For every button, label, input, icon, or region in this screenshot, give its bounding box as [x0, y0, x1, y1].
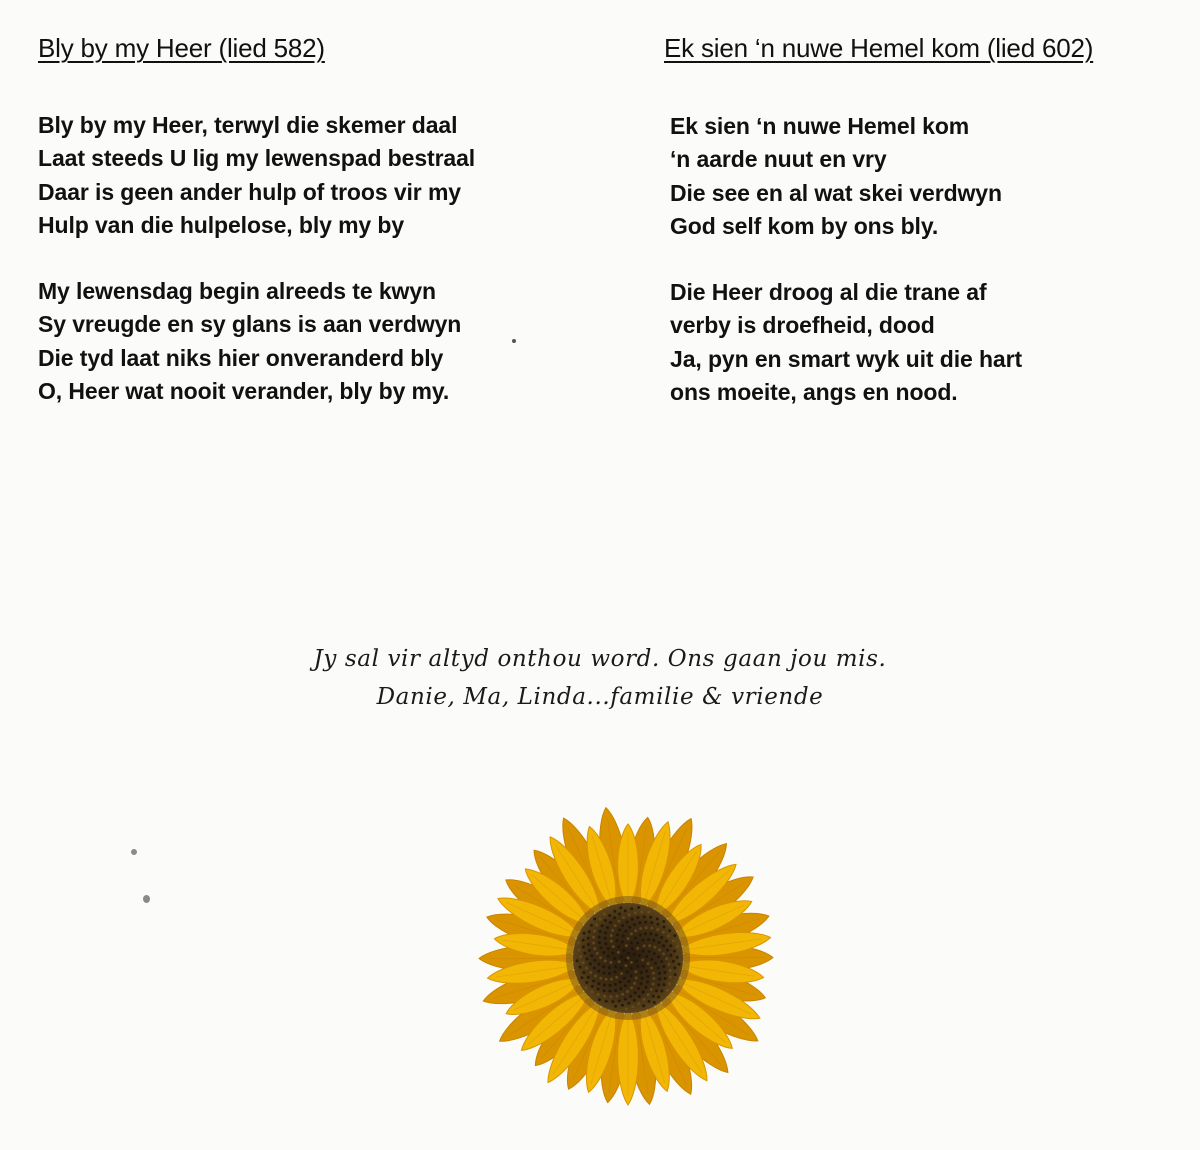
sunflower-seed [578, 948, 581, 951]
sunflower-seed [630, 907, 633, 910]
sunflower-seed [638, 995, 641, 998]
sunflower-seed [607, 947, 610, 950]
sunflower-seed [591, 985, 594, 988]
sunflower-seed [630, 967, 633, 970]
sunflower-seed [648, 950, 651, 953]
sunflower-seed [583, 932, 586, 935]
sunflower-seed [633, 953, 636, 956]
sunflower-seed [618, 928, 621, 931]
sunflower-seed [658, 972, 661, 975]
sunflower-seed [605, 1000, 608, 1003]
sunflower-seed [614, 1005, 617, 1008]
sunflower-seed [602, 971, 605, 974]
sunflower-seed [652, 972, 655, 975]
hymn-verse [670, 110, 1002, 243]
sunflower-seed [636, 941, 639, 944]
sunflower-seed [630, 932, 633, 935]
sunflower-seed [590, 954, 593, 957]
sunflower-seed [630, 986, 633, 989]
sunflower-seed [603, 912, 606, 915]
sunflower-seed [609, 984, 612, 987]
sunflower-seed [643, 944, 646, 947]
sunflower-seed [588, 930, 591, 933]
sunflower-seed [582, 939, 585, 942]
sunflower-seed [652, 983, 655, 986]
sunflower-seed [627, 952, 630, 955]
verse-line: Die tyd laat niks hier onveranderd bly [38, 344, 444, 371]
sunflower-seed [591, 990, 594, 993]
sunflower-seed [655, 989, 658, 992]
sunflower-seed [643, 915, 646, 918]
sunflower-seed [662, 925, 665, 928]
sunflower-seed [617, 945, 620, 948]
sunflower-seed [596, 952, 599, 955]
sunflower-seed [637, 906, 640, 909]
sunflower-seed [593, 967, 596, 970]
sunflower-seed [626, 920, 629, 923]
sunflower-seed [653, 952, 656, 955]
sunflower-seed [597, 988, 600, 991]
sunflower-seed [664, 977, 667, 980]
sunflower-seed [616, 994, 619, 997]
sunflower-seed [646, 975, 649, 978]
sunflower-seed [650, 958, 653, 961]
sunflower-seed [609, 995, 612, 998]
sunflower-seed [604, 919, 607, 922]
sunflower-seed [662, 944, 665, 947]
sunflower-seed [614, 924, 617, 927]
sunflower-seed [662, 920, 665, 923]
sunflower-seed [614, 965, 617, 968]
sunflower-seed [653, 946, 656, 949]
sunflower-seed [647, 911, 650, 914]
sunflower-seed [635, 977, 638, 980]
sunflower-seed [618, 960, 621, 963]
sunflower-seed [616, 939, 619, 942]
sunflower-seed [582, 961, 585, 964]
sunflower-seed [642, 1004, 645, 1007]
sunflower-seed [654, 962, 657, 965]
sunflower-seed [614, 989, 617, 992]
sunflower-seed [598, 941, 601, 944]
sunflower-seed [652, 977, 655, 980]
sunflower-seed [580, 976, 583, 979]
sunflower-seed [634, 929, 637, 932]
sunflower-seed [595, 924, 598, 927]
sunflower-seed [603, 989, 606, 992]
sunflower-seed [604, 937, 607, 940]
verse-line: Ek sien ‘n nuwe Hemel kom [670, 113, 970, 139]
sunflower-seed [669, 954, 672, 957]
sunflower-seed [610, 978, 613, 981]
sunflower-seed [585, 986, 588, 989]
sunflower-seed [599, 956, 602, 959]
sunflower-seed [610, 940, 613, 943]
sunflower-seed [641, 950, 644, 953]
sunflower-seed [593, 947, 596, 950]
sunflower-seed [623, 977, 626, 980]
sunflower-seed [672, 960, 675, 963]
sunflower-seed [666, 949, 669, 952]
sunflower-seed [676, 945, 679, 948]
sunflower-seed [604, 959, 607, 962]
sunflower-seed [639, 927, 642, 930]
sunflower-seed [631, 947, 634, 950]
sunflower-seed [639, 982, 642, 985]
sunflower-seed [597, 993, 600, 996]
sunflower-seed [642, 998, 645, 1001]
sunflower-seed [602, 951, 605, 954]
sunflower-seed [660, 936, 663, 939]
sunflower-seed [630, 961, 633, 964]
scan-speck [143, 895, 150, 903]
sunflower-seed [601, 924, 604, 927]
sunflower-seed [604, 931, 607, 934]
sunflower-seed [673, 966, 676, 969]
sunflower-seed [620, 966, 623, 969]
sunflower-seed [656, 928, 659, 931]
sunflower-seed [613, 957, 616, 960]
sunflower-seed [656, 917, 659, 920]
sunflower-seed [645, 970, 648, 973]
sunflower-seed [669, 975, 672, 978]
sunflower-seed [652, 995, 655, 998]
sunflower-seed [636, 965, 639, 968]
verse-line: verby is droefheid, dood [670, 312, 935, 339]
sunflower-seed [616, 933, 619, 936]
sunflower-seed [636, 947, 639, 950]
sunflower-seed [588, 949, 591, 952]
sunflower-seed [626, 971, 629, 974]
sunflower-seed [628, 926, 631, 929]
sunflower-seed [663, 983, 666, 986]
sunflower-seed [593, 959, 596, 962]
sunflower-seed [657, 966, 660, 969]
sunflower-seed [613, 916, 616, 919]
sunflower-seed [630, 941, 633, 944]
sunflower-seed [631, 1005, 634, 1008]
sunflower-seed [608, 966, 611, 969]
sunflower-seed [623, 949, 626, 952]
sunflower-seed [635, 960, 638, 963]
sunflower-seed [579, 955, 582, 958]
sunflower-seed [647, 962, 650, 965]
sunflower-seed [640, 971, 643, 974]
sunflower-seed [642, 939, 645, 942]
sunflower-seed [597, 970, 600, 973]
sunflower-seed [592, 942, 595, 945]
sunflower-seed [625, 1008, 628, 1011]
sunflower-seed [598, 936, 601, 939]
sunflower-seed [618, 999, 621, 1002]
verse-line: O, Heer wat nooit verander, bly by my. [38, 377, 450, 404]
sunflower-seed [672, 939, 675, 942]
sunflower-seed [662, 931, 665, 934]
sunflower-seed [589, 971, 592, 974]
sunflower-seed [608, 990, 611, 993]
sunflower-seed [582, 945, 585, 948]
sunflower-seed [579, 966, 582, 969]
sunflower-seed [602, 965, 605, 968]
verse-line: My lewensdag begin alreeds te kwyn [38, 278, 436, 304]
sunflower-seed [628, 913, 631, 916]
sunflower-seed [668, 982, 671, 985]
hymn-title: Bly by my Heer (lied 582) [38, 33, 325, 63]
sunflower-seed [641, 958, 644, 961]
sunflower-seed [610, 934, 613, 937]
sunflower-seed [668, 929, 671, 932]
sunflower-seed [592, 936, 595, 939]
sunflower-seed [614, 971, 617, 974]
sunflower-seed [618, 913, 621, 916]
sunflower-seed [665, 957, 668, 960]
sunflower-seed [660, 989, 663, 992]
sunflower-seed [645, 926, 648, 929]
sunflower-seed [587, 943, 590, 946]
tribute-line: Jy sal vir altyd onthou word. Ons gaan jou mis. [313, 646, 887, 672]
sunflower-seed [604, 942, 607, 945]
sunflower-seed [634, 970, 637, 973]
sunflower-seed [585, 981, 588, 984]
sunflower-seed [669, 944, 672, 947]
sunflower-seed [594, 974, 597, 977]
sunflower-seed [582, 971, 585, 974]
sunflower-seed [587, 976, 590, 979]
sunflower-seed [576, 959, 579, 962]
verse-line: Ja, pyn en smart wyk uit die hart [670, 345, 1023, 372]
sunflower-seed [669, 969, 672, 972]
scan-speck [131, 849, 137, 855]
sunflower-seed [617, 951, 620, 954]
sunflower-seed [634, 911, 637, 914]
sunflower-seed [656, 923, 659, 926]
sunflower-seed [621, 940, 624, 943]
sunflower-seed [658, 978, 661, 981]
sunflower-seed [644, 986, 647, 989]
sunflower-seed [621, 993, 624, 996]
sunflower-seed [621, 924, 624, 927]
sunflower-seed [619, 980, 622, 983]
sunflower-seed [612, 945, 615, 948]
sunflower-seed [673, 950, 676, 953]
sunflower-seed [605, 978, 608, 981]
sunflower-seed [603, 995, 606, 998]
sunflower-seed [664, 971, 667, 974]
sunflower-seed [638, 921, 641, 924]
sunflower-seed [638, 954, 641, 957]
sunflower-seed [611, 1000, 614, 1003]
sunflower-seed [649, 932, 652, 935]
sunflower-seed [609, 921, 612, 924]
sunflower-seed [607, 955, 610, 958]
sunflower-seed [647, 938, 650, 941]
sunflower-seed [624, 930, 627, 933]
sunflower-seed [644, 932, 647, 935]
sunflower-seed [674, 973, 677, 976]
sunflower-seed [593, 930, 596, 933]
sunflower-seed [619, 987, 622, 990]
sunflower-seed [631, 918, 634, 921]
sunflower-seed [650, 921, 653, 924]
sunflower-seed [620, 972, 623, 975]
sunflower-seed [633, 982, 636, 985]
sunflower-seed [599, 918, 602, 921]
sunflower-seed [650, 927, 653, 930]
sunflower-seed [597, 963, 600, 966]
hymn-verse [38, 109, 475, 242]
sunflower-seed [639, 934, 642, 937]
sunflower-seed [598, 998, 601, 1001]
sunflower-seed [634, 991, 637, 994]
sunflower-seed [665, 940, 668, 943]
verse-line: Laat steeds U lig my lewenspad bestraal [38, 145, 476, 172]
sunflower-seed [633, 999, 636, 1002]
verse-line: Bly by my Heer, terwyl die skemer daal [38, 112, 458, 138]
sunflower-seed [590, 924, 593, 927]
sunflower-seed [644, 921, 647, 924]
sunflower-seed [599, 930, 602, 933]
sunflower-seed [637, 987, 640, 990]
sunflower-seed [662, 952, 665, 955]
sunflower-seed [608, 972, 611, 975]
sunflower-seed [627, 1002, 630, 1005]
sunflower-seed [666, 989, 669, 992]
sunflower-seed [629, 995, 632, 998]
sunflower-seed [658, 949, 661, 952]
sunflower-seed [647, 993, 650, 996]
sunflower-seed [655, 934, 658, 937]
sunflower-seed [633, 923, 636, 926]
verse-line: Daar is geen ander hulp of troos vir my [38, 178, 461, 205]
sunflower-seed [621, 1004, 624, 1007]
sunflower-seed [583, 952, 586, 955]
verse-line: ons moeite, angs en nood. [670, 378, 958, 405]
sunflower-seed [660, 960, 663, 963]
sunflower-seed [627, 957, 630, 960]
hymn-verse [38, 275, 461, 408]
hymn-title: Ek sien ‘n nuwe Hemel kom (lied 602) [664, 33, 1094, 63]
verse-line: Die see en al wat skei verdwyn [670, 179, 1002, 206]
sunflower-seed [667, 935, 670, 938]
sunflower-seed [678, 963, 681, 966]
sunflower-seed [673, 934, 676, 937]
sunflower-seed [657, 983, 660, 986]
sunflower-seed [577, 941, 580, 944]
sunflower-seed [619, 906, 622, 909]
scan-speck [512, 339, 516, 343]
sunflower-seed [614, 983, 617, 986]
sunflower-seed [617, 920, 620, 923]
sunflower-seed [627, 980, 630, 983]
sunflower-seed [657, 941, 660, 944]
sunflower-seed [662, 965, 665, 968]
sunflower-seed [608, 914, 611, 917]
sunflower-seed [585, 967, 588, 970]
sunflower-seed [647, 1000, 650, 1003]
sunflower-seed [620, 955, 623, 958]
verse-line: Sy vreugde en sy glans is aan verdwyn [38, 311, 462, 338]
sunflower-seed [624, 998, 627, 1001]
sunflower-seed [599, 977, 602, 980]
sunflower-seed [622, 934, 625, 937]
sunflower-seed [592, 980, 595, 983]
verse-line: God self kom by ons bly. [670, 212, 939, 239]
sunflower-seed [627, 937, 630, 940]
sunflower-seed [593, 918, 596, 921]
sunflower-seed [611, 929, 614, 932]
sunflower-seed [589, 962, 592, 965]
sunflower-seed [636, 916, 639, 919]
sunflower-seed [613, 910, 616, 913]
sunflower-seed [676, 956, 679, 959]
sunflower-seed [649, 916, 652, 919]
verse-line: ‘n aarde nuut en vry [670, 146, 887, 173]
sunflower-seed [625, 944, 628, 947]
sunflower-seed [624, 984, 627, 987]
hymn-verse [670, 276, 1022, 409]
sunflower-seed [640, 910, 643, 913]
tribute-signature: Danie, Ma, Linda...familie & vriende [376, 684, 824, 710]
sunflower-seed [609, 961, 612, 964]
sunflower-seed [650, 967, 653, 970]
sunflower-seed [634, 936, 637, 939]
sunflower-seed [606, 926, 609, 929]
sunflower-seed [630, 974, 633, 977]
sunflower-seed [645, 955, 648, 958]
sunflower-seed [626, 990, 629, 993]
sunflower-seed [600, 946, 603, 949]
sunflower-seed [624, 909, 627, 912]
sunflower-seed [637, 1002, 640, 1005]
verse-line: Die Heer droog al die trane af [670, 279, 987, 305]
tribute-message [200, 640, 1000, 716]
sunflower-seed [624, 959, 627, 962]
sunflower-seed [667, 963, 670, 966]
sunflower-icon [466, 796, 790, 1120]
sunflower-seed [650, 988, 653, 991]
sunflower-seed [587, 937, 590, 940]
sunflower-seed [597, 982, 600, 985]
sunflower-seed [603, 984, 606, 987]
sunflower-seed [615, 976, 618, 979]
sunflower-seed [657, 956, 660, 959]
sunflower-seed [622, 916, 625, 919]
sunflower-seed [646, 980, 649, 983]
sunflower-seed [652, 939, 655, 942]
sunflower-seed [657, 995, 660, 998]
sunflower-seed [624, 964, 627, 967]
sunflower-seed [640, 977, 643, 980]
verse-line: Hulp van die hulpelose, bly my by [38, 211, 405, 238]
sunflower-seed [586, 957, 589, 960]
sunflower-seed [611, 952, 614, 955]
sunflower-seed [642, 991, 645, 994]
sunflower-seed [642, 965, 645, 968]
sunflower-seed [653, 1001, 656, 1004]
sunflower-seed [648, 944, 651, 947]
